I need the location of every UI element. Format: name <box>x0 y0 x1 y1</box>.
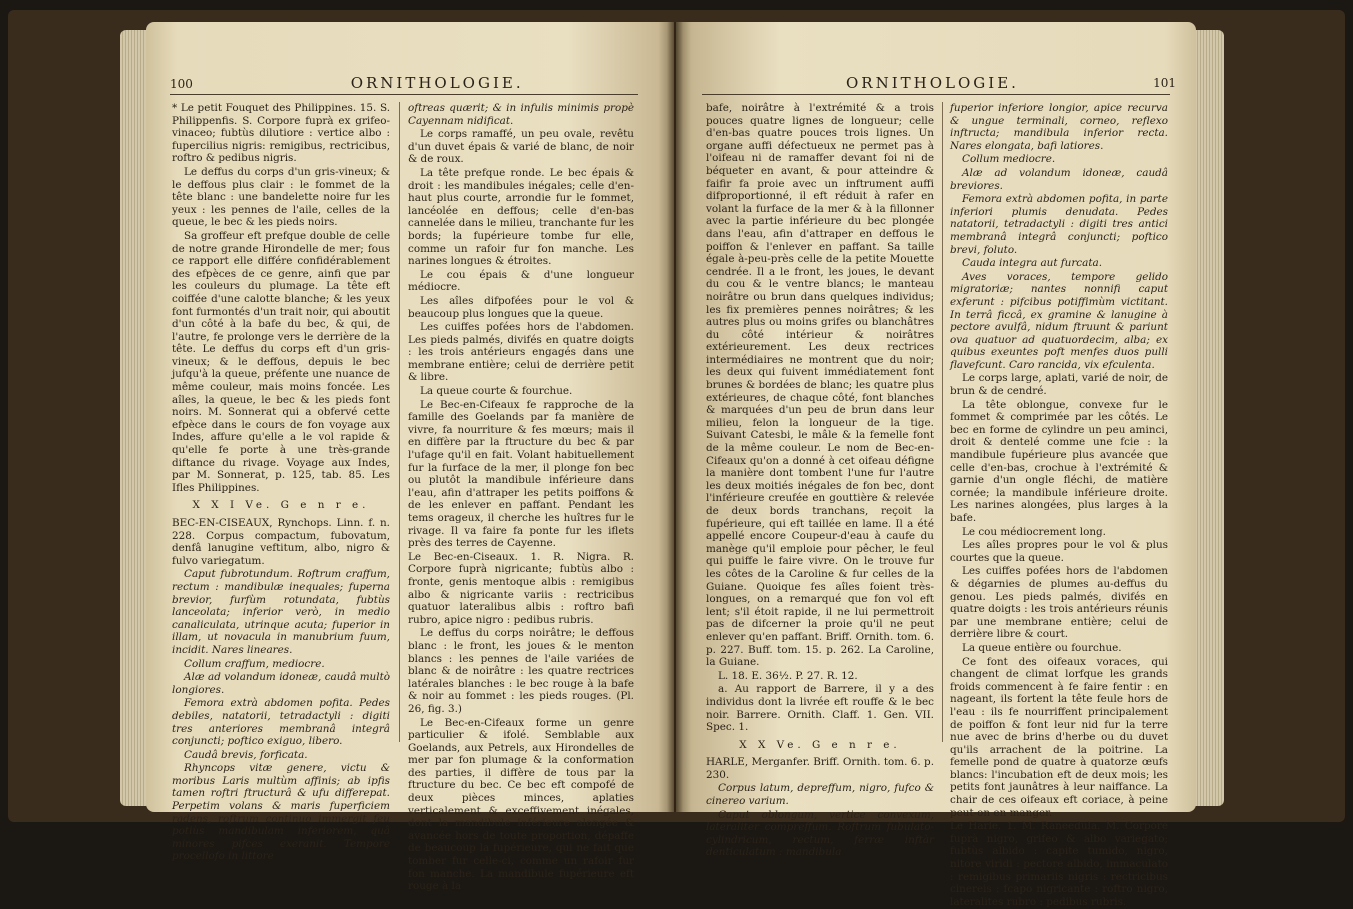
text-block: Le cou médiocrement long. <box>962 525 1106 538</box>
left-page-number: 100 <box>170 77 193 91</box>
text-block: Les cuiffes pofées hors de l'abdomen. Les pieds palmés, divifés en quatre doigts : les trois antérieurs engagés dans une membrane entière; celui de derrière petit & libre. <box>408 321 634 384</box>
text-block: Les cuiffes pofées hors de l'abdomen & dégarnies de plumes au-deffus du genou. Les pieds palmés, divifés en quatre doigts : les trois antérieurs réunis par une membrane entière; celui de derrière libre & court. <box>950 565 1168 641</box>
right-page-header <box>696 74 1176 92</box>
text-block: Le Bec-en-Cifeaux forme un genre particulier & ifolé. Semblable aux Goelands, aux Petrels, aux Hirondelles de mer par fon plumage & la conformation des parties, il diffère de tous par la ftructure du bec. Ce bec eft compofé de deux pièces minces, aplaties verticalement & exceffivement inégales, dont la mandibule inférieure alongée & avancée hors de toute proportion, dépaffe de beaucoup la fupérieure, qui ne fait que tomber fur celle-ci, comme un rafoir fur fon manche. La mandibule fupérieure eft rouge à la <box>408 716 634 893</box>
column-divider <box>399 102 400 742</box>
left-page <box>146 22 674 893</box>
left-running-head: ORNITHOLOGIE. <box>350 74 524 92</box>
text-block: Le Bec-en-Cifeaux fe rapproche de la famille des Goelands par fa manière de vivre, fa nourriture & fes mœurs; mais il en diffère par la ftructure du bec & par l'ufage qu'il en fait. Volant habituellement fur la furface de la mer, il plonge fon bec ou plutôt la mandibule inférieure dans l'eau, afin d'attraper les petits poiffons & de les enlever en paffant. Pendant les tems orageux, il cherche les huîtres fur le rivage. Il va faire fa ponte fur les iflets près des terres de Cayenne. <box>408 398 634 550</box>
text-block: Le corps large, aplati, varié de noir, de brun & de cendré. <box>950 372 1168 398</box>
left-column-2 <box>408 102 634 894</box>
text-block: Caudâ brevis, forficata. <box>184 748 308 761</box>
page-edges-right <box>1194 30 1224 806</box>
text-block: Femora extrà abdomen pofita. Pedes debiles, natatorii, tetradactyli : digiti tres anteriores membranâ integrâ conjuncti; poftico exiguo, libero. <box>172 697 390 748</box>
text-block: Aves voraces, tempore gelido migratoriæ; nantes nonnifi caput exferunt : pifcibus potiffimùm victitant. In terrâ ficcâ, ex gramine & lanugine à pectore avulfâ, nidum ftruunt & pariunt ova quatuor ad quatuordecim, alba; ex quibus exeuntes poft menfes duos pulli flavefcunt. Caro rancida, vix efculenta. <box>950 270 1168 371</box>
left-column-1 <box>172 102 390 864</box>
left-header-rule <box>170 94 638 95</box>
right-column-2 <box>950 102 1168 909</box>
text-block: BEC-EN-CISEAUX, Rynchops. Linn. f. n. 228. Corpus compactum, fubovatum, denfâ lanugine veftitum, albo, nigro & fulvo variegatum. <box>172 517 390 567</box>
text-block: Alæ ad volandum idoneæ, caudâ multò longiores. <box>172 671 390 696</box>
text-block: Collum craffum, mediocre. <box>184 657 325 670</box>
text-block: oftreas quærit; & in infulis minimis propè Cayennam nidificat. <box>408 102 634 127</box>
text-block: L. 18. E. 36½. P. 27. R. 12. <box>718 669 858 682</box>
text-block: Les aîles difpofées pour le vol & beaucoup plus longues que la queue. <box>408 294 634 320</box>
genus-heading: X X Ve. G e n r e. <box>739 738 901 751</box>
text-block: La tête oblongue, convexe fur le fommet & comprimée par les côtés. Le bec en forme de cylindre un peu aminci, droit & dentelé comme une fcie : la mandibule fupérieure plus avancée que celle d'en-bas, crochue à l'extrémité & garnie d'un ongle fléchi, de matière cornée; la mandibule inférieure droite. Les narines alongées, plus larges à la bafe. <box>950 398 1168 524</box>
column-divider <box>942 102 943 742</box>
right-header-rule <box>702 94 1170 95</box>
text-block: Collum mediocre. <box>962 153 1056 166</box>
text-block: Le Harle. 1. M. Raneedula. M. Corpore fuprà nigro, grifeo & albo variegato; fubtùs albido : capite tumido, nigro, nitore viridi : pectore albido, immaculato : remigibus primariis nigris : rectricibus cinereis : fcapo nigricante : roftro nigro, lateralites rubro : pedibus rubris. <box>950 820 1168 908</box>
text-block: Cauda integra aut furcata. <box>962 257 1102 270</box>
text-block: * Le petit Fouquet des Philippines. 15. S. Philippenfis. S. Corpore fuprà ex grifeo-vinaceo; fubtùs dilutiore : vertice albo : fupercilius nigris: remigibus, rectricibus, roftro & pedibus nigris. <box>172 102 390 165</box>
text-block: a. Au rapport de Barrere, il y a des individus dont la livrée eft rouffe & le bec noir. Barrere. Ornith. Claff. 1. Gen. VII. Spec. 1. <box>706 683 934 734</box>
text-block: La tête prefque ronde. Le bec épais & droit : les mandibules inégales; celle d'en-haut plus courte, arrondie fur le fommet, lancéolée en deffous; celle d'en-bas cannelée dans le milieu, tranchante fur les bords; la fupérieure tombe fur elle, comme un rafoir fur fon manche. Les narines longues & étroites. <box>408 166 634 268</box>
left-page-header <box>170 74 650 92</box>
text-block: Caput fubrotundum. Roftrum craffum, rectum : mandibulæ inequales; fuperna brevior, furfùm rotundata, fubtùs lanceolata; inferior verò, in medio canaliculata, utrinque acuta; fuperior in illam, ut novacula in manubrium fuum, incidit. Nares lineares. <box>172 568 390 656</box>
text-block: HARLE, Merganfer. Briff. Ornith. tom. 6. p. 230. <box>706 756 934 781</box>
text-block: Le deffus du corps d'un gris-vineux; & le deffous plus clair : le fommet de la tête blanc : une bandelette noire fur les yeux : les pennes de l'aile, celles de la queue, le bec & les pieds noirs. <box>172 165 390 229</box>
text-block: Rhyncops vitæ genere, victu & moribus Laris multùm affinis; ab ipfis tamen roftri ftructurâ & ufu differepat. Perpetim volans & maris fuperficiem radens, roftrum continuo immergit feu potiùs mandibulam inferiorem, quâ minores pifces exeranit. Tempore procellofo in littore <box>172 762 390 863</box>
text-block: Ce font des oifeaux voraces, qui changent de climat lorfque les grands froids commencent à fe faire fentir : en nageant, ils fortent la tête feule hors de l'eau : ils fe nourriffent principalement de poiffon & font leur nid fur la terre nue avec de brins d'herbe ou du duvet qu'ils arrachent de la poitrine. La femelle pond de quatre à quatorze œufs blancs: l'incubation eft de deux mois; les petits font jaunâtres à leur naiffance. La chair de ces oifeaux eft coriace, à peine peut-on en manger. <box>950 655 1168 819</box>
text-block: Le cou épais & d'une longueur médiocre. <box>408 268 634 294</box>
text-block: Caput oblongum, vertice convexum, lateraliter compreffum. Roftrum fubulato-cylindricum, rectum, ferræ inftàr denticulatum : mandibula <box>706 808 934 859</box>
right-page-number: 101 <box>1153 76 1176 90</box>
right-running-head: ORNITHOLOGIE. <box>846 74 1019 92</box>
text-block: fuperior inferiore longior, apice recurva & ungue terminali, corneo, reflexo inftructa; mandibula inferior recta. Nares elongata, bafi latiores. <box>950 102 1168 152</box>
text-block: Sa groffeur eft prefque double de celle de notre grande Hirondelle de mer; fous ce rapport elle différe confidérablement des efpèces de ce genre, ainfi que par les couleurs du plumage. La tête eft coiffée d'une calotte blanche; & les yeux font furmontés d'un trait noir, qui aboutit d'un côté à la bafe du bec, & qui, de l'autre, fe prolonge vers le derrière de la tête. Le deffus du corps eft d'un gris-vineux; & le deffous, depuis le bec jufqu'à la queue, préfente une nuance de même couleur, mais moins foncée. Les aîles, la queue, le bec & les pieds font noirs. M. Sonnerat qui a obfervé cette efpèce dans le cours de fon voyage aux Indes, affure qu'elle a le vol rapide & qu'elle fe porte à une très-grande diftance du rivage. Voyage aux Indes, par M. Sonnerat, p. 125, tab. 85. Les Ifles Philippines. <box>172 229 391 494</box>
right-page <box>676 22 1196 908</box>
text-block: La queue courte & fourchue. <box>420 385 573 398</box>
text-block: Le deffus du corps noirâtre; le deffous blanc : le front, les joues & le menton blancs : les pennes de l'aile variées de blanc & de noirâtre : les quatre rectrices latérales blanches : le bec rouge à la bafe & noir au fommet : les pieds rouges. (Pl. 26, fig. 3.) <box>408 627 634 715</box>
text-block: bafe, noirâtre à l'extrémité & a trois pouces quatre lignes de longueur; celle d'en-bas quatre pouces trois lignes. Un organe auffi défectueux ne permet pas à l'oifeau ni de ramaffer devant foi ni de béqueter en avant, & pour atteindre & faifir fa proie avec un inftrument auffi difproportionné, il eft réduit à rafer en volant la furface de la mer & à la fillonner avec la partie inférieure du bec plongée dans l'eau, afin d'attraper en deffous le poiffon & l'enlever en paffant. Sa taille égale à-peu-près celle de la petite Mouette cendrée. Il a le front, les joues, le devant du cou & le ventre blancs; le manteau noirâtre ou brun dans quelques individus; les fix premières pennes noirâtres; & les autres plus ou moins grifes ou blanchâtres du côté intérieur & noirâtres extérieurement. Les deux rectrices intermédiaires ne montrent que du noir; les deux qui fuivent immédiatement font brunes & bordées de blanc; les quatre plus extérieures, de chaque côté, font blanches & marquées d'un peu de brun dans leur milieu, felon la longueur de la tige. Suivant Catesbi, le mâle & la femelle font de la même couleur. Le nom de Bec-en-Cifeaux qu'on a donné à cet oifeau défigne la manière dont tombent l'une fur l'autre les deux moitiés inégales de fon bec, dont l'inférieure creufée en gouttière & relevée de deux bords tranchans, reçoit la fupérieure, qui eft taillée en lame. Il a été appellé encore Coupeur-d'eau à caufe du manège qu'il emploie pour pêcher, le feul qui puiffe le faire vivre. On le trouve fur les côtes de la Caroline & fur celles de la Guiane. Quoique fes aîles foient très-longues, on a remarqué que fon vol eft lent; s'il étoit rapide, il ne lui permettroit pas de difcerner la proie qu'il ne peut enlever qu'en paffant. Briff. Ornith. tom. 6. p. 227. Buff. tom. 15. p. 262. La Caroline, la Guiane. <box>706 102 934 669</box>
text-block: La queue entière ou fourchue. <box>962 641 1122 654</box>
right-column-1 <box>706 102 934 860</box>
text-block: Corpus latum, depreffum, nigro, fufco & cinereo varium. <box>706 782 934 808</box>
text-block: Femora extrà abdomen pofita, in parte inferiori plumis denudata. Pedes natatorii, tetradactyli : digiti tres antici membranâ integrâ conjuncti; poftico brevi, foluto. <box>950 193 1168 256</box>
text-block: Alæ ad volandum idoneæ, caudâ breviores. <box>950 166 1168 192</box>
text-block: Le Bec-en-Ciseaux. 1. R. Nigra. R. Corpore fuprà nigricante; fubtùs albo : fronte, genis mentoque albis : remigibus albo & nigricante variis : rectricibus quatuor lateralibus albis : roftro bafi rubro, apice nigro : pedibus rubris. <box>408 550 634 626</box>
genus-heading: X X I Ve. G e n r e. <box>192 499 370 512</box>
text-block: Le corps ramaffé, un peu ovale, revêtu d'un duvet épais & varié de blanc, de noir & de roux. <box>408 128 634 166</box>
book-gutter <box>667 22 683 812</box>
text-block: Les aîles propres pour le vol & plus courtes que la queue. <box>950 539 1168 564</box>
